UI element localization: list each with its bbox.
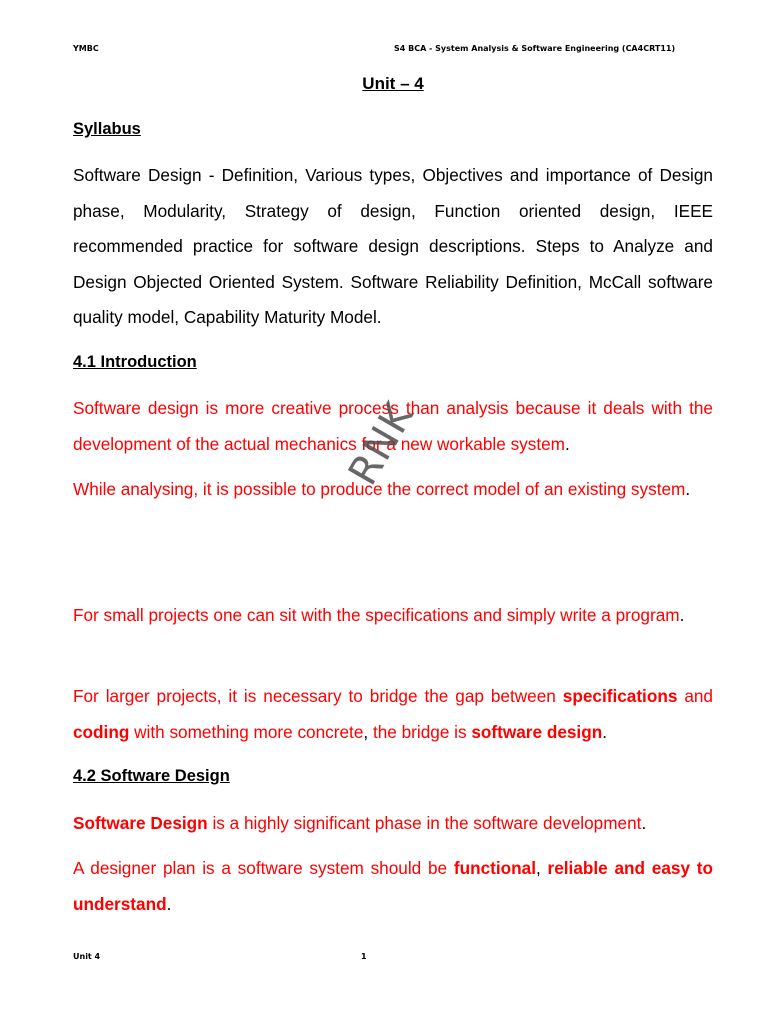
intro-p3-period: .: [679, 605, 685, 625]
intro-p4-part-a: For larger projects, it is necessary to bridge the gap between: [73, 686, 563, 706]
intro-p3-text: For small projects one can sit with the specifications and simply write a program: [73, 605, 680, 625]
header-left: YMBC: [73, 44, 99, 53]
intro-p4-part-c: and: [684, 686, 713, 706]
design-p1-period: .: [641, 813, 647, 833]
design-p2-period: .: [166, 893, 172, 914]
intro-p4-part-f: the bridge is: [368, 721, 472, 742]
intro-p4-coding: coding: [73, 721, 130, 742]
page-title: Unit – 4: [362, 74, 424, 93]
intro-p4-part-e: with something more concrete: [129, 721, 364, 742]
intro-p1-text: Software design is more creative process than analysis because it deals with the development of the actual mechanics for a new workable system: [73, 398, 713, 454]
design-paragraph-2: [73, 851, 713, 922]
syllabus-heading: Syllabus: [73, 120, 141, 138]
intro-paragraph-3: [73, 598, 713, 634]
watermark: RNK: [340, 394, 424, 493]
syllabus-text: Software Design - Definition, Various types, Objectives and importance of Design phase, Modularity, Strategy of design, Function oriented design, IEEE recommended practice for software design descriptions. Steps to Analyze and Design Objected Oriented System. Software Reliability Definition, McCall software quality model, Capability Maturity Model.: [73, 165, 713, 327]
intro-p2-text: While analysing, it is possible to produce the correct model of an existing system: [73, 479, 686, 499]
intro-paragraph-2: [73, 472, 713, 508]
design-p1-term: Software Design: [73, 813, 208, 833]
header-right: S4 BCA - System Analysis & Software Engineering (CA4CRT11): [394, 44, 676, 53]
intro-p4-period: .: [602, 721, 607, 742]
intro-paragraph-4: [73, 679, 713, 750]
section-heading-introduction: 4.1 Introduction: [73, 353, 197, 371]
footer-page-number: 1: [361, 952, 367, 961]
intro-p1-period: .: [565, 433, 570, 454]
design-p1-text: is a highly significant phase in the software development: [207, 813, 642, 833]
intro-p4-comma: ,: [363, 721, 369, 742]
intro-p2-period: .: [685, 479, 691, 499]
section-heading-software-design: 4.2 Software Design: [73, 767, 230, 785]
design-p2-functional: functional: [453, 858, 536, 878]
design-p2-comma: ,: [535, 858, 548, 878]
intro-p4-software-design: software design: [471, 721, 603, 742]
intro-p4-specifications: specifications: [562, 686, 678, 706]
design-p2-text: A designer plan is a software system should be: [73, 858, 454, 878]
design-p2-reliable: reliable and easy to understand: [73, 858, 713, 914]
design-paragraph-1: [73, 806, 713, 842]
footer-left: Unit 4: [73, 952, 101, 961]
